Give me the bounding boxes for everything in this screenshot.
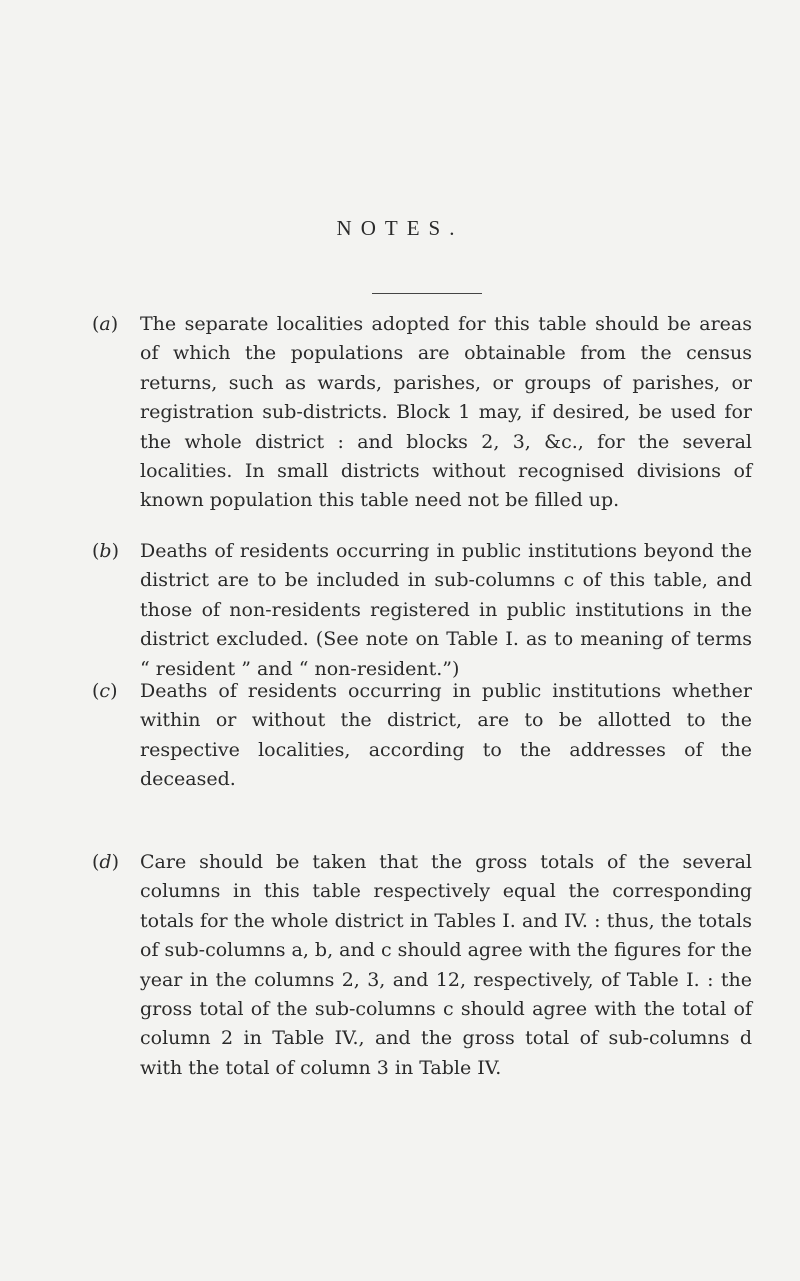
note-marker: (c): [92, 680, 118, 702]
heading-divider: [372, 293, 482, 294]
page-heading: NOTES.: [336, 216, 464, 240]
note-d: [92, 848, 752, 1083]
note-letter: a: [99, 313, 111, 335]
note-text: Deaths of residents occurring in public institutions whether within or without the district, are to be allotted to the respective localities, according to the addresses of the deceased.: [140, 680, 752, 791]
note-marker: (a): [92, 313, 119, 335]
note-text: Care should be taken that the gross totals of the several columns in this table respectively equal the corresponding totals for the whole district in Tables I. and IV. : thus, the totals of sub-columns a, b, and c should agree with the figures for the year in the columns 2, 3, and 12, respectively, of Table I. : the gross total of the sub-columns c should agree with the total of column 2 in Table IV., and the gross total of sub-columns d with the total of column 3 in Table IV.: [140, 851, 752, 1079]
note-a: [92, 310, 752, 516]
note-marker: (b): [92, 540, 120, 562]
note-b: [92, 537, 752, 684]
note-letter: b: [99, 540, 112, 562]
note-text: Deaths of residents occurring in public institutions beyond the district are to be included in sub-columns c of this table, and those of non-residents registered in public institutions in the district excluded. (See note on Table I. as to meaning of terms “ resident ” and “ non-resident.”): [140, 540, 752, 680]
note-text: The separate localities adopted for this table should be areas of which the populations are obtainable from the census returns, such as wards, parishes, or groups of parishes, or registration sub-districts. Block 1 may, if desired, be used for the whole district : and blocks 2, 3, &c., for the several localities. In small districts without recognised divisions of known population this table need not be filled up.: [140, 313, 752, 512]
note-letter: c: [99, 680, 111, 702]
note-marker: (d): [92, 851, 120, 873]
note-c: [92, 677, 752, 795]
note-letter: d: [99, 851, 112, 873]
